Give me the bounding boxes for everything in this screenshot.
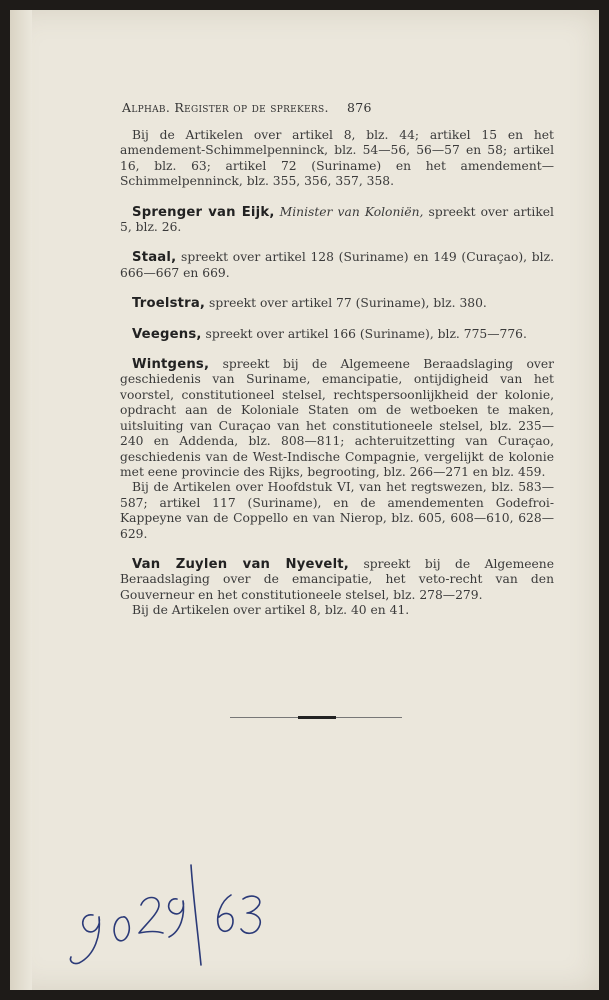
entry-extra: Bij de Artikelen over artikel 8, blz. 40 en 41. [132, 603, 410, 618]
speaker-name: Van Zuylen van Nyevelt, [132, 556, 350, 572]
entry-text: spreekt over artikel 128 (Suriname) en 149 (Curaçao), blz. 666—667 en 669. [120, 250, 554, 280]
header-title: Alphab. Register op de sprekers. [122, 100, 329, 115]
page-gutter [10, 10, 32, 990]
entry-text: spreekt over artikel 166 (Suriname), blz. 775—776. [201, 326, 527, 341]
register-entry [120, 250, 554, 281]
register-entry [120, 205, 554, 236]
entry-text: spreekt over artikel 77 (Suriname), blz. 380. [205, 296, 487, 311]
entry-text: spreekt bij de Algemeene Beraadslaging over geschiedenis van Suriname, emancipatie, ontijdigheid van het voorstel, constitutioneel stelsel, rechtspersoonlijkheid der kolonie, opdracht aan de Koloniale Staten om de wetboeken te maken, uitsluiting van Curaçao van het constitutioneele stelsel, blz. 235—240 en Addenda, blz. 808—811; achteruitzetting van Curaçao, geschiedenis van de West-Indische Compagnie, vergelijkt de kolonie met eene provincie des Rijks, begrooting, blz. 266—271 en blz. 459. [120, 357, 554, 479]
register-entry [120, 557, 554, 619]
entry-text: spreekt bij de Algemeene Beraadslaging over de emancipatie, het veto-recht van den Gouverneur en het constitutioneele stelsel, blz. 278—279. [120, 556, 554, 602]
running-header [122, 100, 372, 115]
handwritten-shelfmark [65, 855, 285, 975]
register-content [120, 128, 554, 619]
end-rule-ornament [298, 716, 336, 719]
speaker-name: Veegens, [132, 326, 202, 342]
speaker-name: Troelstra, [132, 296, 206, 312]
register-entry [120, 296, 554, 311]
entry-extra: Bij de Artikelen over Hoofdstuk VI, van het regtswezen, blz. 583—587; artikel 117 (Suriname), en de amendementen Godefroi-Kappeyne van de Coppello en van Nierop, blz. 605, 608—610, 628—629. [120, 480, 554, 541]
speaker-name: Staal, [132, 250, 177, 266]
intro-paragraph: Bij de Artikelen over artikel 8, blz. 44; artikel 15 en het amendement-Schimmelpenninck, blz. 54—56, 56—57 en 58; artikel 16, blz. 63; artikel 72 (Suriname) en het amendement—Schimmelpenninck, blz. 355, 356, 357, 358. [120, 128, 554, 189]
speaker-name: Sprenger van Eijk, [132, 204, 275, 220]
speaker-name: Wintgens, [132, 357, 210, 373]
speaker-role: Minister van Koloniën, [279, 204, 424, 219]
page-number: 876 [347, 100, 372, 115]
register-entry [120, 327, 554, 342]
register-entry [120, 357, 554, 542]
entry-text: spreekt over artikel 5, blz. 26. [120, 204, 554, 235]
document-page [10, 10, 599, 990]
